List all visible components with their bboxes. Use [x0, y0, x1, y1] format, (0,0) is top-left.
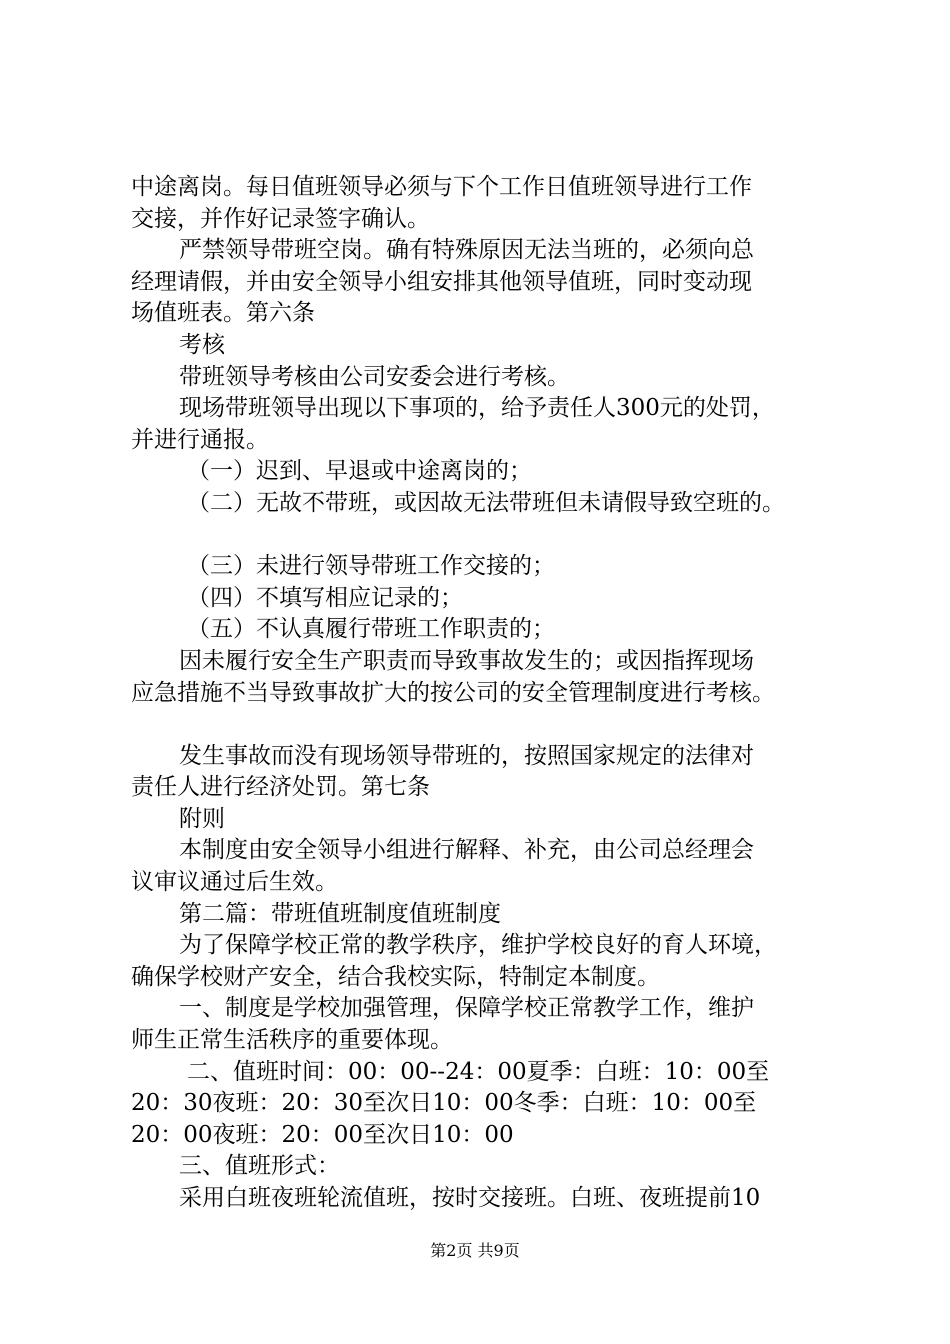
section-heading: 第二篇：带班值班制度值班制度: [179, 900, 501, 927]
text-line: 交接，并作好记录签字确认。: [131, 205, 430, 232]
text-line: 中途离岗。每日值班领导必须与下个工作日值班领导进行工作: [131, 174, 752, 200]
list-item: （一）迟到、早退或中途离岗的；: [187, 458, 532, 485]
section-heading: 三、值班形式：: [179, 1153, 340, 1180]
text-line: 带班领导考核由公司安委会进行考核。: [179, 363, 570, 390]
text-line: 20：00夜班：20：00至次日10：00: [131, 1121, 514, 1148]
section-heading: 考核: [179, 331, 225, 358]
page-footer: [0, 1241, 950, 1261]
section-heading: 附则: [179, 805, 225, 832]
blank-line: [131, 709, 851, 741]
text-line: 20：30夜班：20：30至次日10：00冬季：白班：10：00至: [131, 1090, 757, 1117]
text-line: 应急措施不当导致事故扩大的按公司的安全管理制度进行考核。: [131, 679, 775, 706]
text-line: 经理请假，并由安全领导小组安排其他领导值班，同时变动现: [131, 268, 752, 295]
text-line: 严禁领导带班空岗。确有特殊原因无法当班的，必须向总: [179, 237, 754, 264]
list-item: （五）不认真履行带班工作职责的；: [187, 616, 555, 643]
text-line: 因未履行安全生产职责而导致事故发生的；或因指挥现场: [179, 647, 754, 674]
text-line: 二、值班时间：00：00--24：00夏季：白班：10：00至: [187, 1058, 770, 1085]
list-item: （二）无故不带班，或因故无法带班但未请假导致空班的。: [187, 489, 785, 516]
text-line: 议审议通过后生效。: [131, 869, 338, 896]
text-line: 责任人进行经济处罚。第七条: [131, 774, 430, 801]
blank-line: [131, 520, 851, 552]
text-line: 发生事故而没有现场领导带班的，按照国家规定的法律对: [179, 742, 754, 769]
text-line: 为了保障学校正常的教学秩序，维护学校良好的育人环境，: [179, 932, 777, 959]
document-body: [131, 172, 851, 1215]
page-number: 第2页 共9页: [430, 1241, 520, 1260]
text-line: 场值班表。第六条: [131, 300, 315, 327]
text-line: 现场带班领导出现以下事项的，给予责任人300元的处罚，: [179, 395, 775, 422]
text-line: 一、制度是学校加强管理，保障学校正常教学工作，维护: [179, 995, 754, 1022]
text-line: 师生正常生活秩序的重要体现。: [131, 1027, 453, 1054]
text-line: 确保学校财产安全，结合我校实际，特制定本制度。: [131, 963, 660, 990]
list-item: （三）未进行领导带班工作交接的；: [187, 553, 555, 580]
list-item: （四）不填写相应记录的；: [187, 584, 463, 611]
text-line: 本制度由安全领导小组进行解释、补充，由公司总经理会: [179, 837, 754, 864]
text-line: 并进行通报。: [131, 426, 269, 453]
text-line: 采用白班夜班轮流值班，按时交接班。白班、夜班提前10: [179, 1185, 761, 1211]
